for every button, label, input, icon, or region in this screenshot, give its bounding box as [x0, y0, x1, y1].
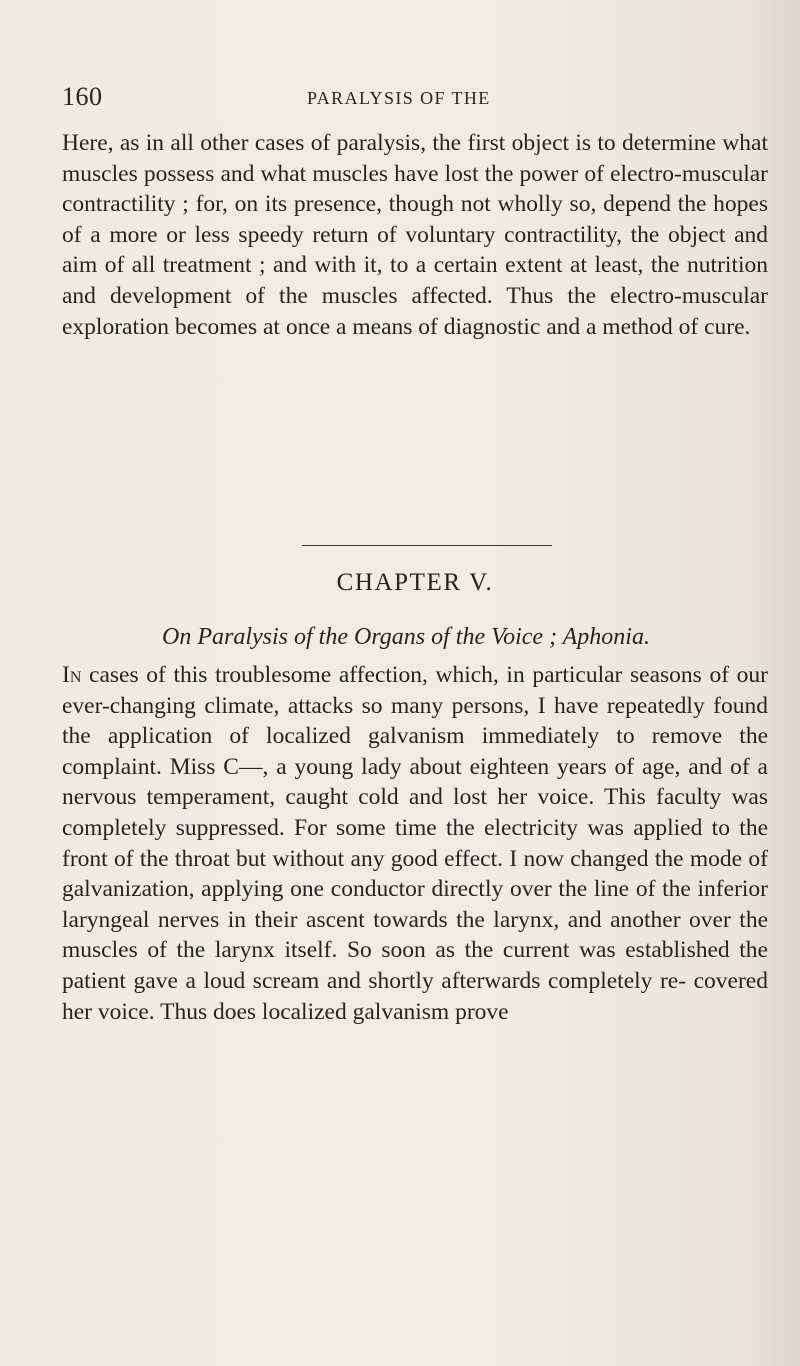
paragraph-electro-muscular-exploration: Here, as in all other cases of paralysis, the first object is to determine what muscles possess and what muscles have lost the power of electro-muscular contractility ; for, on its presence, though not wholly so, depend the hopes of a more or less speedy return of voluntary contractility, the object and aim of all treatment ; and with it, to a certain extent at least, the nutrition and development of the muscles affected. Thus the electro-muscular exploration becomes at once a means of diagnostic and a method of cure. — [62, 130, 768, 340]
chapter-heading: CHAPTER V. — [336, 569, 494, 596]
running-title: PARALYSIS OF THE — [307, 88, 491, 108]
paragraph-aphonia-case — [62, 660, 768, 1027]
section-divider — [302, 545, 552, 546]
page-number: 160 — [62, 82, 103, 111]
paragraph-body: cases of this troublesome affection, which, in particular seasons of our ever-changing climate, attacks so many persons, I have repeatedly found the application of localized galvanism immediately to remove the complaint. Miss C—, a young lady about eighteen years of age, and of a nervous temperament, caught cold and lost her voice. This faculty was completely suppressed. For some time the electricity was applied to the front of the throat but without any good effect. I now changed the mode of galvanization, applying one conductor directly over the line of the inferior laryngeal nerves in their ascent towards the larynx, and another over the muscles of the larynx itself. So soon as the current was established the patient gave a loud scream and shortly afterwards completely re- covered her voice. Thus does localized galvanism prove — [62, 662, 768, 1025]
running-head — [62, 84, 752, 124]
paragraph-lead-word: In — [62, 662, 82, 688]
chapter-title: On Paralysis of the Organs of the Voice ; Aphonia. — [162, 624, 650, 650]
